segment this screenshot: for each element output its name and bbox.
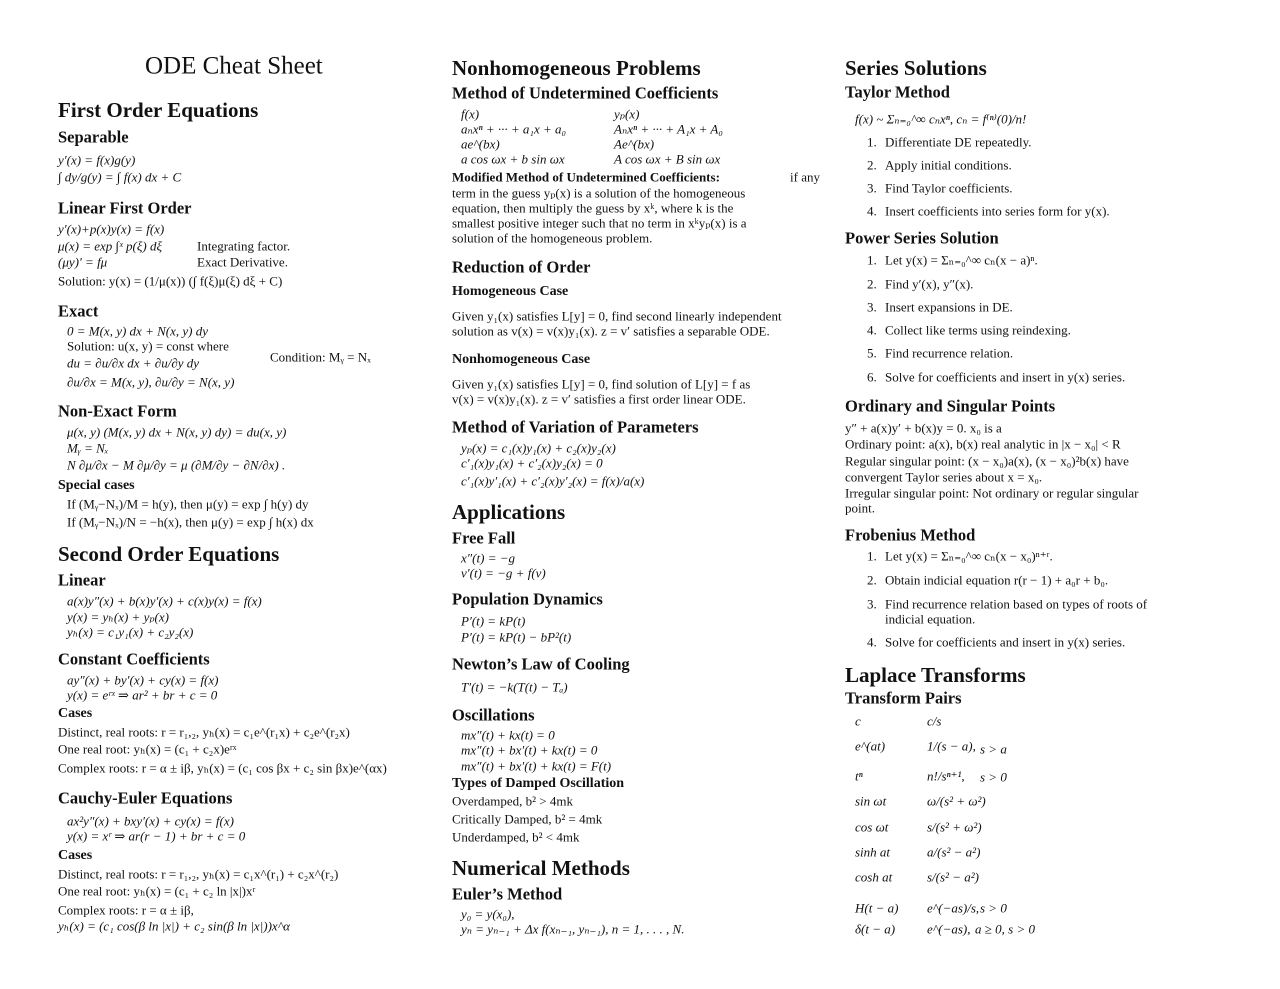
text-line: Solution: u(x, y) = const where [67, 338, 229, 354]
list-item-text: Let y(x) = Σₙ₌₀^∞ cₙ(x − a)ⁿ. [885, 252, 1038, 268]
formula-line: 1/(s − a), [927, 738, 976, 754]
list-item-text: Let y(x) = Σₙ₌₀^∞ cₙ(x − x₀)ⁿ⁺ʳ. [885, 548, 1053, 564]
list-item [867, 254, 1038, 269]
subsection-heading: Free Fall [452, 528, 516, 548]
formula-line: yₚ(x) [614, 106, 640, 122]
text-line: Regular singular point: (x − x₀)a(x), (x − x₀)²b(x) have [845, 453, 1129, 469]
subsubsection-heading: Cases [58, 705, 93, 721]
list-number: 2. [867, 157, 877, 173]
list-number: 2. [867, 572, 877, 588]
subsection-heading: Cauchy-Euler Equations [58, 788, 233, 808]
subsection-heading: Ordinary and Singular Points [845, 396, 1056, 416]
formula-line: mx″(t) + kx(t) = 0 [461, 727, 555, 743]
section-heading: First Order Equations [58, 97, 259, 122]
formula-line: a/(s² − a²) [927, 844, 981, 860]
list-number: 4. [867, 203, 877, 219]
formula-line: c′₁(x)y₁(x) + c′₂(x)y₂(x) = 0 [461, 455, 603, 471]
list-number: 2. [867, 276, 877, 292]
subsection-heading: Linear [58, 570, 106, 590]
list-item-text: Obtain indicial equation r(r − 1) + a₀r + b₀. [885, 572, 1109, 588]
text-line: Overdamped, b² > 4mk [452, 793, 573, 809]
subsection-heading: Power Series Solution [845, 228, 999, 248]
list-number: 1. [867, 548, 877, 564]
subsubsection-heading: Nonhomogeneous Case [452, 351, 591, 367]
formula-line: ae^(bx) [461, 136, 500, 152]
text-line: Underdamped, b² < 4mk [452, 829, 580, 845]
subsubsection-heading: Homogeneous Case [452, 283, 569, 299]
list-number: 3. [867, 299, 877, 315]
formula-line: sinh at [855, 844, 891, 860]
formula-line: mx″(t) + bx′(t) + kx(t) = 0 [461, 742, 598, 758]
list-item-text: Find y′(x), y″(x). [885, 276, 974, 292]
formula-line: e^(−as)/s, [927, 900, 980, 916]
formula-line: y(x) = yₕ(x) + yₚ(x) [67, 609, 169, 625]
text-line: Distinct, real roots: r = r₁,₂, yₕ(x) = c₁e^(r₁x) + c₂e^(r₂x) [58, 724, 350, 740]
list-item-text: Solve for coefficients and insert in y(x) series. [885, 634, 1126, 650]
text-line: point. [845, 500, 875, 516]
subsection-heading: Frobenius Method [845, 525, 976, 545]
subsection-heading: Method of Variation of Parameters [452, 417, 699, 437]
list-number: 1. [867, 134, 877, 150]
list-item-text: Insert expansions in DE. [885, 299, 1013, 315]
list-item [867, 550, 1053, 565]
formula-line: yₚ(x) = c₁(x)y₁(x) + c₂(x)y₂(x) [461, 440, 616, 456]
subsection-heading: Taylor Method [845, 82, 950, 102]
bold-lead-text: Modified Method of Undetermined Coefficients: [452, 169, 720, 185]
list-item [867, 301, 1013, 316]
subsection-heading: Euler’s Method [452, 884, 563, 904]
formula-line: H(t − a) [855, 900, 899, 916]
formula-line: sin ωt [855, 793, 887, 809]
formula-line: y′(x) = f(x)g(y) [58, 152, 136, 168]
list-item-text: Find recurrence relation based on types of roots of [885, 596, 1148, 612]
text-line: Ordinary point: a(x), b(x) real analytic in |x − x₀| < R [845, 436, 1121, 452]
list-item-text: Differentiate DE repeatedly. [885, 134, 1032, 150]
formula-line: Mᵧ = Nₓ [67, 440, 109, 456]
list-item [867, 136, 1032, 151]
formula-line: P′(t) = kP(t) − bP²(t) [461, 629, 572, 645]
text-line: equation, then multiply the guess by xᵏ, where k is the [452, 200, 734, 216]
text-line: Irregular singular point: Not ordinary or regular singular [845, 485, 1139, 501]
text-line: Given y₁(x) satisfies L[y] = 0, find solution of L[y] = f as [452, 376, 751, 392]
list-item-text: Find Taylor coefficients. [885, 180, 1013, 196]
subsection-heading: Oscillations [452, 705, 535, 725]
formula-line: y₀ = y(x₀), [461, 906, 515, 922]
formula-line: c′₁(x)y′₁(x) + c′₂(x)y′₂(x) = f(x)/a(x) [461, 473, 645, 489]
formula-line: s > 0 [980, 769, 1007, 785]
text-line: If (Mᵧ−Nₓ)/M = h(y), then μ(y) = exp ∫ h(y) dy [67, 496, 309, 512]
formula-line: a ≥ 0, s > 0 [975, 921, 1035, 937]
formula-line: f(x) ~ Σₙ₌₀^∞ cₙxⁿ, cₙ = f⁽ⁿ⁾(0)/n! [855, 111, 1027, 127]
formula-line: s/(s² + ω²) [927, 819, 982, 835]
formula-line: s > a [980, 741, 1007, 757]
list-item-text: Insert coefficients into series form for y(x). [885, 203, 1110, 219]
formula-line: du = ∂u/∂x dx + ∂u/∂y dy [67, 355, 200, 371]
list-item [867, 159, 1012, 174]
subsection-heading: Reduction of Order [452, 257, 591, 277]
formula-line: f(x) [461, 106, 480, 122]
formula-line: c [855, 713, 861, 729]
formula-line: s > 0 [980, 900, 1007, 916]
formula-line: tⁿ [855, 768, 863, 784]
text-line: Condition: Mᵧ = Nₓ [270, 349, 371, 365]
formula-line: Aₙxⁿ + ··· + A₁x + A₀ [614, 121, 723, 137]
text-line: smallest positive integer such that no term in xᵏyₚ(x) is a [452, 215, 747, 231]
text-line: Critically Damped, b² = 4mk [452, 811, 603, 827]
list-item-text: Apply initial conditions. [885, 157, 1012, 173]
formula-line: ∂u/∂x = M(x, y), ∂u/∂y = N(x, y) [67, 374, 235, 390]
text-line: One real root: yₕ(x) = (c₁ + c₂ ln |x|)xʳ [58, 883, 256, 899]
subsection-heading: Method of Undetermined Coefficients [452, 83, 719, 103]
section-heading: Applications [452, 499, 566, 524]
formula-line: aₙxⁿ + ··· + a₁x + a₀ [461, 121, 567, 137]
formula-line: N ∂μ/∂x − M ∂μ/∂y = μ (∂M/∂y − ∂N/∂x) . [67, 457, 286, 473]
subsection-heading: Separable [58, 127, 129, 147]
list-item [867, 574, 1108, 589]
list-number: 3. [867, 596, 877, 612]
text-line: Exact Derivative. [197, 254, 288, 270]
text-line: y″ + a(x)y′ + b(x)y = 0. x₀ is a [845, 420, 1002, 436]
text-line: indicial equation. [885, 611, 976, 627]
formula-line: A cos ωx + B sin ωx [614, 151, 721, 167]
formula-line: s/(s² − a²) [927, 869, 979, 885]
list-number: 4. [867, 322, 877, 338]
text-line: term in the guess yₚ(x) is a solution of the homogeneous [452, 185, 746, 201]
text-line: convergent Taylor series about x = x₀. [845, 469, 1043, 485]
section-heading: Numerical Methods [452, 855, 630, 880]
list-number: 4. [867, 634, 877, 650]
page-title: ODE Cheat Sheet [145, 52, 323, 80]
section-heading: Second Order Equations [58, 541, 280, 566]
text-line: One real root: yₕ(x) = (c₁ + c₂x)eʳˣ [58, 741, 237, 757]
formula-line: δ(t − a) [855, 921, 896, 937]
section-heading: Series Solutions [845, 55, 987, 80]
text-line: solution of the homogeneous problem. [452, 230, 653, 246]
subsection-heading: Population Dynamics [452, 589, 603, 609]
text-line: Complex roots: r = α ± iβ, yₕ(x) = (c₁ cos βx + c₂ sin βx)e^(αx) [58, 760, 387, 776]
formula-line: ay″(x) + by′(x) + cy(x) = f(x) [67, 672, 219, 688]
list-item [867, 205, 1110, 220]
formula-line: 0 = M(x, y) dx + N(x, y) dy [67, 323, 208, 339]
text-line: Integrating factor. [197, 238, 291, 254]
formula-line: Ae^(bx) [614, 136, 655, 152]
subsection-heading: Constant Coefficients [58, 649, 210, 669]
list-item [867, 371, 1125, 386]
formula-line: ax²y″(x) + bxy′(x) + cy(x) = f(x) [67, 813, 234, 829]
subsubsection-heading: Special cases [58, 477, 135, 493]
list-item [867, 636, 1125, 651]
formula-line: (μy)′ = fμ [58, 254, 108, 270]
formula-line: v′(t) = −g + f(v) [461, 565, 546, 581]
text-line: solution as v(x) = v(x)y₁(x). z = v′ satisfies a separable ODE. [452, 323, 770, 339]
list-number: 1. [867, 252, 877, 268]
formula-line: a(x)y″(x) + b(x)y′(x) + c(x)y(x) = f(x) [67, 593, 262, 609]
formula-line: yₕ(x) = c₁y₁(x) + c₂y₂(x) [67, 624, 194, 640]
text-line: Complex roots: r = α ± iβ, [58, 902, 194, 918]
formula-line: μ(x, y) (M(x, y) dx + N(x, y) dy) = du(x, y) [67, 424, 287, 440]
formula-line: yₕ(x) = (c₁ cos(β ln |x|) + c₂ sin(β ln |x|))x^α [58, 918, 291, 934]
subsection-heading: Exact [58, 301, 99, 321]
formula-line: x″(t) = −g [461, 550, 515, 566]
text-line: Given y₁(x) satisfies L[y] = 0, find second linearly independent [452, 308, 782, 324]
list-number: 6. [867, 369, 877, 385]
list-item-text: Find recurrence relation. [885, 345, 1014, 361]
formula-line: n!/sⁿ⁺¹, [927, 768, 965, 784]
formula-line: cosh at [855, 869, 893, 885]
list-item-text: Solve for coefficients and insert in y(x) series. [885, 369, 1126, 385]
formula-line: y(x) = xʳ ⇒ ar(r − 1) + br + c = 0 [67, 828, 246, 844]
formula-line: e^(−as), [927, 921, 971, 937]
list-item [867, 347, 1013, 362]
subsubsection-heading: Cases [58, 847, 93, 863]
text-line: Distinct, real roots: r = r₁,₂, yₕ(x) = c₁x^(r₁) + c₂x^(r₂) [58, 866, 339, 882]
section-heading: Nonhomogeneous Problems [452, 55, 701, 80]
subsection-heading: Non-Exact Form [58, 401, 177, 421]
subsection-heading: Linear First Order [58, 198, 192, 218]
formula-line: yₙ = yₙ₋₁ + Δx f(xₙ₋₁, yₙ₋₁), n = 1, . . . , N. [461, 921, 685, 937]
section-heading: Laplace Transforms [845, 662, 1026, 687]
formula-line: μ(x) = exp ∫ˣ p(ξ) dξ [58, 238, 163, 254]
text-line: Solution: y(x) = (1/μ(x)) (∫ f(ξ)μ(ξ) dξ + C) [58, 273, 283, 289]
list-item [867, 182, 1013, 197]
list-item-text: Collect like terms using reindexing. [885, 322, 1071, 338]
list-item [867, 324, 1071, 339]
formula-line: ∫ dy/g(y) = ∫ f(x) dx + C [58, 169, 182, 185]
text-line: v(x) = v(x)y₁(x). z = v′ satisfies a first order linear ODE. [452, 391, 746, 407]
list-number: 3. [867, 180, 877, 196]
formula-line: e^(at) [855, 738, 886, 754]
list-item [867, 278, 973, 293]
subsubsection-heading: Types of Damped Oscillation [452, 775, 625, 791]
formula-line: P′(t) = kP(t) [461, 613, 526, 629]
formula-line: cos ωt [855, 819, 889, 835]
formula-line: a cos ωx + b sin ωx [461, 151, 565, 167]
subsection-heading: Transform Pairs [845, 688, 962, 708]
formula-line: mx″(t) + bx′(t) + kx(t) = F(t) [461, 758, 612, 774]
formula-line: ω/(s² + ω²) [927, 793, 986, 809]
text-line: If (Mᵧ−Nₓ)/N = −h(x), then μ(y) = exp ∫ h(x) dx [67, 514, 314, 530]
list-item [867, 598, 1147, 613]
formula-line: T′(t) = −k(T(t) − Tₐ) [461, 679, 568, 695]
formula-line: c/s [927, 713, 942, 729]
formula-line: y′(x)+p(x)y(x) = f(x) [58, 221, 165, 237]
text-line: if any [790, 169, 820, 185]
list-number: 5. [867, 345, 877, 361]
subsection-heading: Newton’s Law of Cooling [452, 654, 630, 674]
formula-line: y(x) = eʳˣ ⇒ ar² + br + c = 0 [67, 687, 218, 703]
